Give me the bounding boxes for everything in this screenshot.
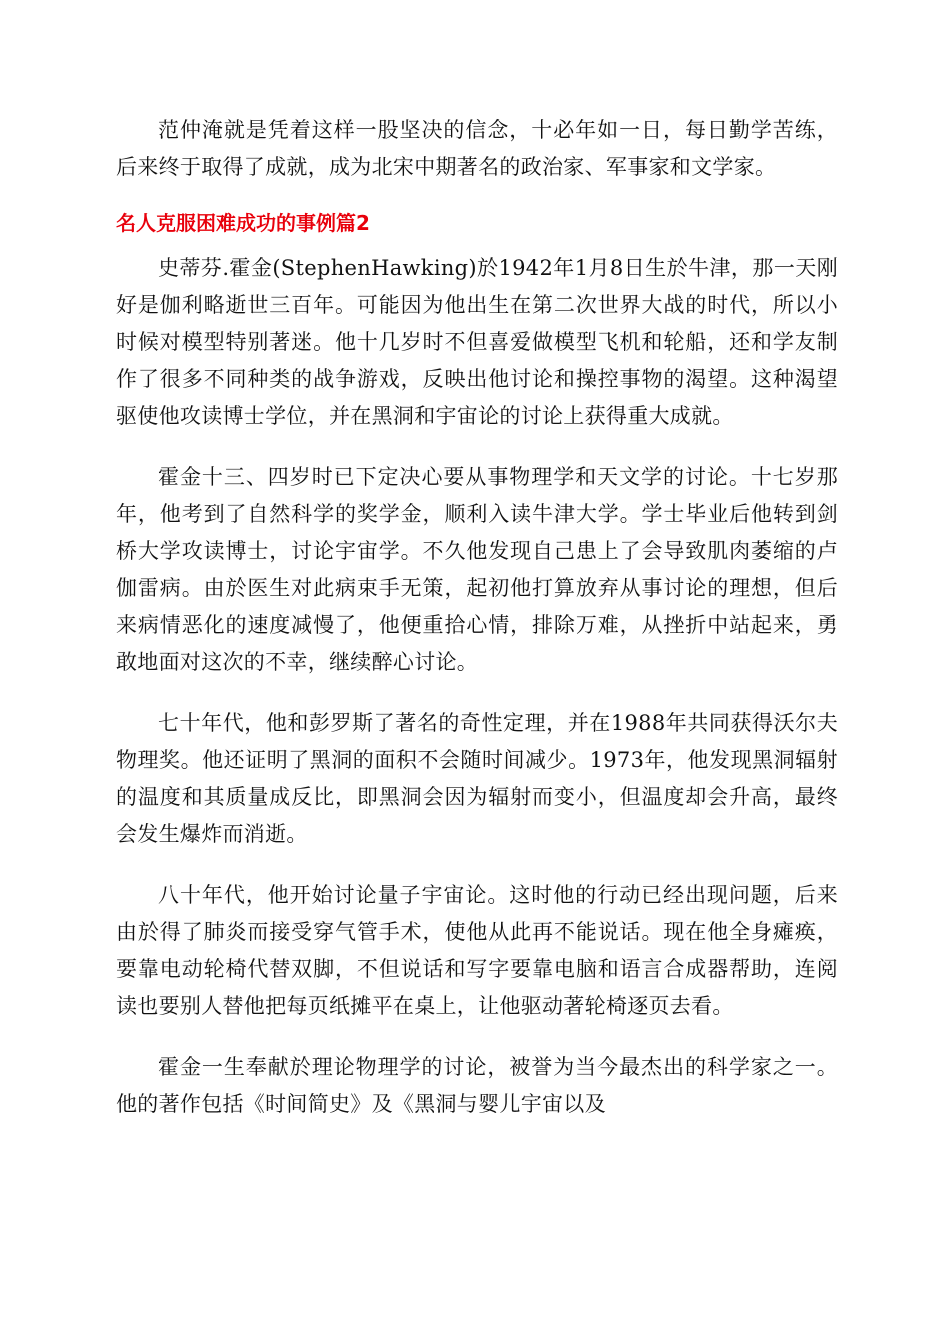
body-paragraph-3: 七十年代，他和彭罗斯了著名的奇性定理，并在1988年共同获得沃尔夫物理奖。他还证明了黑洞的面积不会随时间减少。1973年，他发现黑洞辐射的温度和其质量成反比，即黑洞会因为辐射而变小，但温度却会升高，最终会发生爆炸而消逝。 bbox=[116, 711, 838, 846]
section-heading: 名人克服困难成功的事例篇2 bbox=[116, 211, 370, 235]
body-paragraph-2: 霍金十三、四岁时已下定决心要从事物理学和天文学的讨论。十七岁那年，他考到了自然科学的奖学金，顺利入读牛津大学。学士毕业后他转到剑桥大学攻读博士，讨论宇宙学。不久他发现自己患上了会导致肌肉萎缩的卢伽雷病。由於医生对此病束手无策，起初他打算放弃从事讨论的理想，但后来病情恶化的速度减慢了，他便重拾心情，排除万难，从挫折中站起来，勇敢地面对这次的不幸，继续醉心讨论。 bbox=[116, 465, 838, 674]
body-paragraph-5: 霍金一生奉献於理论物理学的讨论，被誉为当今最杰出的科学家之一。他的著作包括《时间简史》及《黑洞与婴儿宇宙以及 bbox=[116, 1055, 838, 1116]
body-paragraph-4: 八十年代，他开始讨论量子宇宙论。这时他的行动已经出现问题，后来由於得了肺炎而接受穿气管手术，使他从此再不能说话。现在他全身瘫痪，要靠电动轮椅代替双脚，不但说话和写字要靠电脑和语言合成器帮助，连阅读也要别人替他把每页纸摊平在桌上，让他驱动著轮椅逐页去看。 bbox=[116, 883, 838, 1018]
intro-paragraph: 范仲淹就是凭着这样一股坚决的信念，十必年如一日，每日勤学苦练，后来终于取得了成就，成为北宋中期著名的政治家、军事家和文学家。 bbox=[116, 118, 838, 179]
document-body bbox=[116, 112, 838, 1123]
body-paragraph-1: 史蒂芬.霍金(StephenHawking)於1942年1月8日生於牛津，那一天刚好是伽利略逝世三百年。可能因为他出生在第二次世界大战的时代，所以小时候对模型特别著迷。他十几岁时不但喜爱做模型飞机和轮船，还和学友制作了很多不同种类的战争游戏，反映出他讨论和操控事物的渴望。这种渴望驱使他攻读博士学位，并在黑洞和宇宙论的讨论上获得重大成就。 bbox=[116, 256, 838, 428]
